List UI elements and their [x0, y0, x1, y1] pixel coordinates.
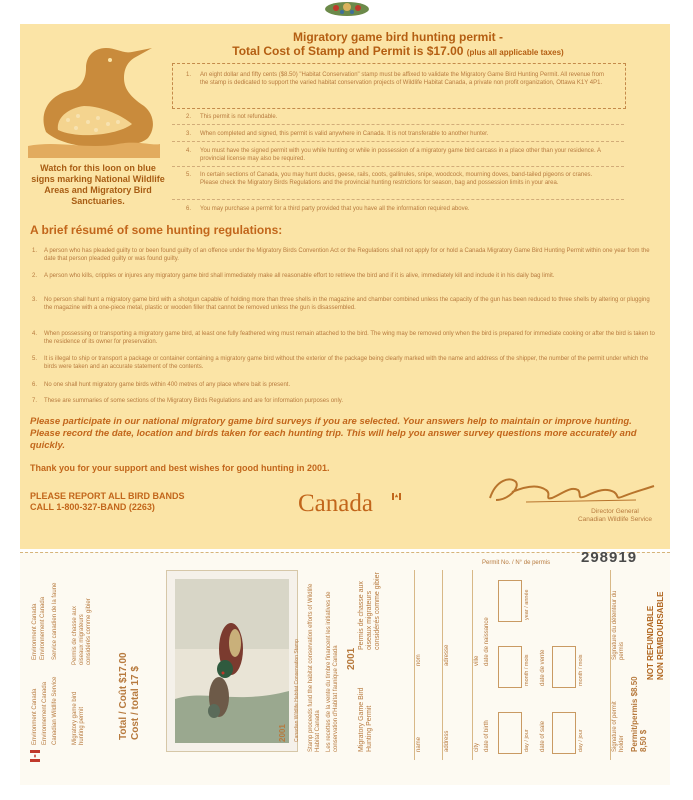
adresse-label: adresse: [444, 644, 450, 666]
permit-year: 2001: [346, 647, 357, 670]
signatory-org: Canadian Wildlife Service: [577, 516, 653, 523]
condition-number: 4.: [186, 148, 192, 154]
non-refundable-en: NOT REFUNDABLE: [646, 605, 655, 680]
regulations-heading: A brief résumé of some hunting regulations:: [30, 223, 283, 237]
dob-month-box[interactable]: [498, 646, 522, 688]
sale-fr-label: date de vente: [540, 649, 546, 686]
name-line: [414, 570, 415, 760]
sale-month-box[interactable]: [552, 646, 576, 688]
title-line-1: Migratory game bird hunting permit -: [292, 30, 503, 44]
divider: [172, 166, 624, 167]
thanks-text: Thank you for your support and best wishes for good hunting in 2001.: [30, 463, 330, 473]
regulation-text: A person who kills, cripples or injures any migratory game bird shall immediately make all reasonable effort to retrieve the bird and if it is alive, immediately kill and include it in his daily bag limit.: [44, 273, 555, 279]
signature-fr-label: Signature du détenteur du permis: [612, 590, 625, 660]
regulation-number: 2.: [32, 273, 38, 279]
canada-wordmark: Canada: [298, 490, 373, 517]
condition-text: You must have the signed permit with you while hunting or while in possession of a migratory game bird carcass in a place other than your residence. A provincial license may also be required.: [200, 148, 601, 162]
stamp-caption: Canadian Wildlife Habitat Conservation Stamp: [294, 639, 300, 742]
title-cost: Total Cost of Stamp and Permit is $17.00: [232, 44, 464, 58]
cws-fr: Service canadien de la faune: [52, 582, 58, 660]
total-cost: [118, 652, 142, 740]
permit-price-line-2: 8,50 $: [639, 729, 648, 752]
condition-text: In certain sections of Canada, you may hunt ducks, geese, rails, coots, gallinules, snipe, woodcock, mourning doves, band-tailed pigeons or cranes. Please check the Migratory Birds Regulations and the provincial hunting restrictions for season, bag and possession limits in your area.: [200, 172, 593, 186]
mid-permit-fr: Permis de chasse aux oiseaux migrateurs considérés comme gibier: [358, 572, 381, 650]
signatory-block: [560, 508, 670, 524]
address-line: [442, 570, 443, 760]
condition-number: 2.: [186, 114, 192, 120]
dob-year-label: year / année: [524, 589, 530, 620]
title-taxes: (plus all applicable taxes): [466, 48, 564, 57]
sale-day-label: day / jour: [578, 729, 584, 752]
band-report: [30, 491, 185, 513]
regulation-number: 6.: [32, 382, 38, 388]
dob-month-label: month / mois: [524, 654, 530, 686]
sale-month-label: month / mois: [578, 654, 584, 686]
total-cost-line-1: Total / Coût $17.00: [118, 652, 129, 740]
non-refundable: [646, 592, 666, 680]
regulation-text: No person shall hunt a migratory game bird with a shotgun capable of holding more than three shells in the magazine and chamber combined unless the capacity of the gun has been reduced to three shells by altering or plugging the magazine with a one-piece metal, plastic or wooden filler that cannot be removed unless the gun is disassembled.: [44, 297, 650, 311]
address-label: address: [444, 730, 450, 752]
permit-number-label: Permit No. / N° de permis: [482, 560, 551, 566]
condition-text: When completed and signed, this permit is valid anywhere in Canada. It is not transferable to another hunter.: [200, 131, 489, 137]
regulation-text: It is illegal to ship or transport a package or container containing a migratory game bird without the exterior of the package being clearly marked with the name and address of the shipper, the number of the permit under which the birds were taken and an accurate statement of the contents.: [44, 356, 649, 370]
title-line-2: [198, 44, 598, 60]
total-cost-line-2: Cost / total 17 $: [130, 666, 141, 740]
canada-flag-icon: [30, 750, 40, 762]
name-label: name: [416, 736, 422, 752]
permit-fr: Permis de chasse aux oiseaux migrateurs considérés comme gibier: [72, 598, 92, 665]
permit-title: [198, 30, 598, 60]
signature-label: Signature of permit holder: [612, 701, 625, 752]
divider: [172, 124, 624, 125]
coat-of-arms-icon: [312, 0, 382, 18]
condition-number: 1.: [186, 72, 192, 78]
signature-line: [610, 570, 611, 760]
dob-label: date of birth: [484, 720, 490, 752]
regulation-number: 3.: [32, 297, 38, 303]
condition-number: 6.: [186, 206, 192, 212]
band-report-phone: CALL 1-800-327-BAND (2263): [30, 502, 155, 512]
condition-number: 5.: [186, 172, 192, 178]
divider: [172, 199, 624, 200]
stamp-note-en: Stamp proceeds fund the habitat conservation efforts of Wildlife Habitat Canada: [308, 583, 321, 752]
sale-label: date of sale: [540, 720, 546, 752]
loon-illustration: [28, 28, 160, 158]
env-canada-fr: Environnement Canada: [42, 681, 48, 745]
env-canada-top-fr: Environnement Canada: [40, 596, 46, 660]
sale-day-box[interactable]: [552, 712, 576, 754]
regulation-text: A person who has pleaded guilty to or been found guilty of an offence under the Migratory Birds Convention Act or the Regulations shall not apply for or hold a Canada Migratory Game Bird Hunting Permit within one year from the date that person pleaded guilty or was found guilty.: [44, 248, 650, 262]
permit-price-line-1: Permit/permis $8.50: [630, 676, 639, 752]
city-label: city: [474, 743, 480, 752]
regulation-number: 5.: [32, 356, 38, 362]
regulation-text: These are summaries of some sections of the Migratory Birds Regulations and are for information purposes only.: [44, 398, 344, 404]
maple-flag-icon: [392, 493, 401, 500]
dob-year-box[interactable]: [498, 580, 522, 622]
dob-day-box[interactable]: [498, 712, 522, 754]
permit-number: 298919: [581, 549, 638, 566]
regulation-text: When possessing or transporting a migratory game bird, at least one fully feathered wing must remain attached to the bird. The wing may be removed only when the bird is prepared for immediate cooking or after the bird is taken to the residence of its owner for preservation.: [44, 331, 655, 345]
band-report-line-1: PLEASE REPORT ALL BIRD BANDS: [30, 491, 185, 501]
dob-fr-label: date de naissance: [484, 617, 490, 666]
cws-en: Canadian Wildlife Service: [52, 676, 58, 745]
loon-caption: Watch for this loon on blue signs marking National Wildlife Areas and Migratory Bird Sanctuaries.: [31, 163, 165, 206]
env-canada-label: [32, 689, 39, 745]
signatory-title: Director General: [591, 508, 639, 515]
env-canada-fr-label: [42, 682, 49, 745]
env-canada-top: Environment Canada: [32, 603, 38, 660]
city-line: [472, 570, 473, 760]
stamp-year: 2001: [278, 724, 287, 742]
condition-text: This permit is not refundable.: [200, 114, 278, 120]
survey-notice: Please participate in our national migratory game bird surveys if you are selected. Your answers help to maintain or improve hunting. Please record the date, location and birds taken for each hunting trip. This will help you answer survey questions more accurately and quickly.: [30, 416, 637, 451]
non-refundable-fr: NON REMBOURSABLE: [656, 591, 665, 680]
divider: [172, 141, 624, 142]
dob-day-label: day / jour: [524, 729, 530, 752]
wood-duck-stamp-art: [175, 579, 289, 743]
nom-label: nom: [416, 654, 422, 666]
env-canada-en: Environment Canada: [32, 688, 38, 745]
regulation-text: No one shall hunt migratory game birds within 400 metres of any place where bait is present.: [44, 382, 291, 388]
condition-text: You may purchase a permit for a third party provided that you have all the information required above.: [200, 206, 470, 212]
condition-text: An eight dollar and fifty cents ($8.50) "Habitat Conservation" stamp must be affixed to validate the Migratory Game Bird Hunting Permit. All revenue from the stamp is dedicated to support the varied habitat conservation projects of Wildlife Habitat Canada, a private non profit organization, Ottawa K1Y 4P1.: [200, 72, 605, 86]
condition-number: 3.: [186, 131, 192, 137]
permit-price: [630, 676, 648, 752]
ville-label: ville: [474, 655, 480, 666]
mid-permit-en: Migratory Game Bird Hunting Permit: [358, 687, 373, 752]
regulation-number: 7.: [32, 398, 38, 404]
regulation-number: 4.: [32, 331, 38, 337]
stamp-note-fr: Les recettes de la vente du timbre financent les initiatives de conservation d'Habitat faunique Canada: [326, 591, 339, 752]
director-signature: [486, 472, 658, 506]
regulation-number: 1.: [32, 248, 38, 254]
permit-en: Migratory game bird hunting permit: [72, 691, 85, 745]
